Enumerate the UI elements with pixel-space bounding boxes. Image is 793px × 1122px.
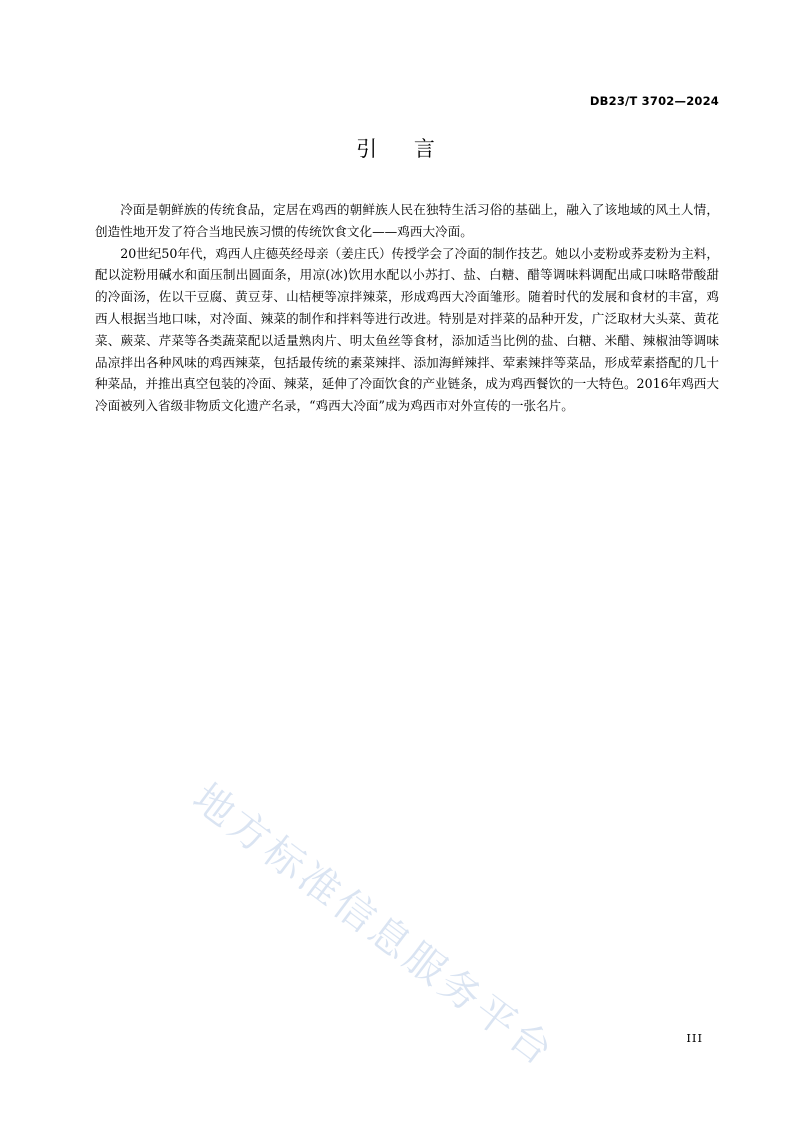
page-number: III — [686, 1031, 703, 1045]
page-title: 引 言 — [356, 137, 437, 161]
document-code: DB23/T 3702—2024 — [589, 94, 719, 108]
paragraph-2: 20世纪50年代，鸡西人庄德英经母亲（姜庄氏）传授学会了冷面的制作技艺。她以小麦粉或荞麦粉为主料，配以淀粉用碱水和面压制出圆面条，用凉(冰)饮用水配以小苏打、盐、白糖、醋等调味料调配出咸口味略带酸甜的冷面汤，佐以干豆腐、黄豆芽、山桔梗等凉拌辣菜，形成鸡西大冷面雏形。随着时代的发展和食材的丰富，鸡西人根据当地口味，对冷面、辣菜的制作和拌料等进行改进。特别是对拌菜的品种开发，广泛取材大头菜、黄花菜、蕨菜、芹菜等各类蔬菜配以适量熟肉片、明太鱼丝等食材，添加适当比例的盐、白糖、米醋、辣椒油等调味品凉拌出各种风味的鸡西辣菜，包括最传统的素菜辣拌、添加海鲜辣拌、荤素辣拌等菜品，形成荤素搭配的几十种菜品，并推出真空包装的冷面、辣菜，延伸了冷面饮食的产业链条，成为鸡西餐饮的一大特色。2016年鸡西大冷面被列入省级非物质文化遗产名录，“鸡西大冷面”成为鸡西市对外宣传的一张名片。 — [95, 245, 719, 414]
body-text — [95, 199, 719, 417]
paragraph-1: 冷面是朝鲜族的传统食品，定居在鸡西的朝鲜族人民在独特生活习俗的基础上，融入了该地域的风土人情，创造性地开发了符合当地民族习惯的传统饮食文化——鸡西大冷面。 — [95, 202, 719, 239]
watermark: 地方标准信息服务平台 — [184, 774, 564, 1077]
